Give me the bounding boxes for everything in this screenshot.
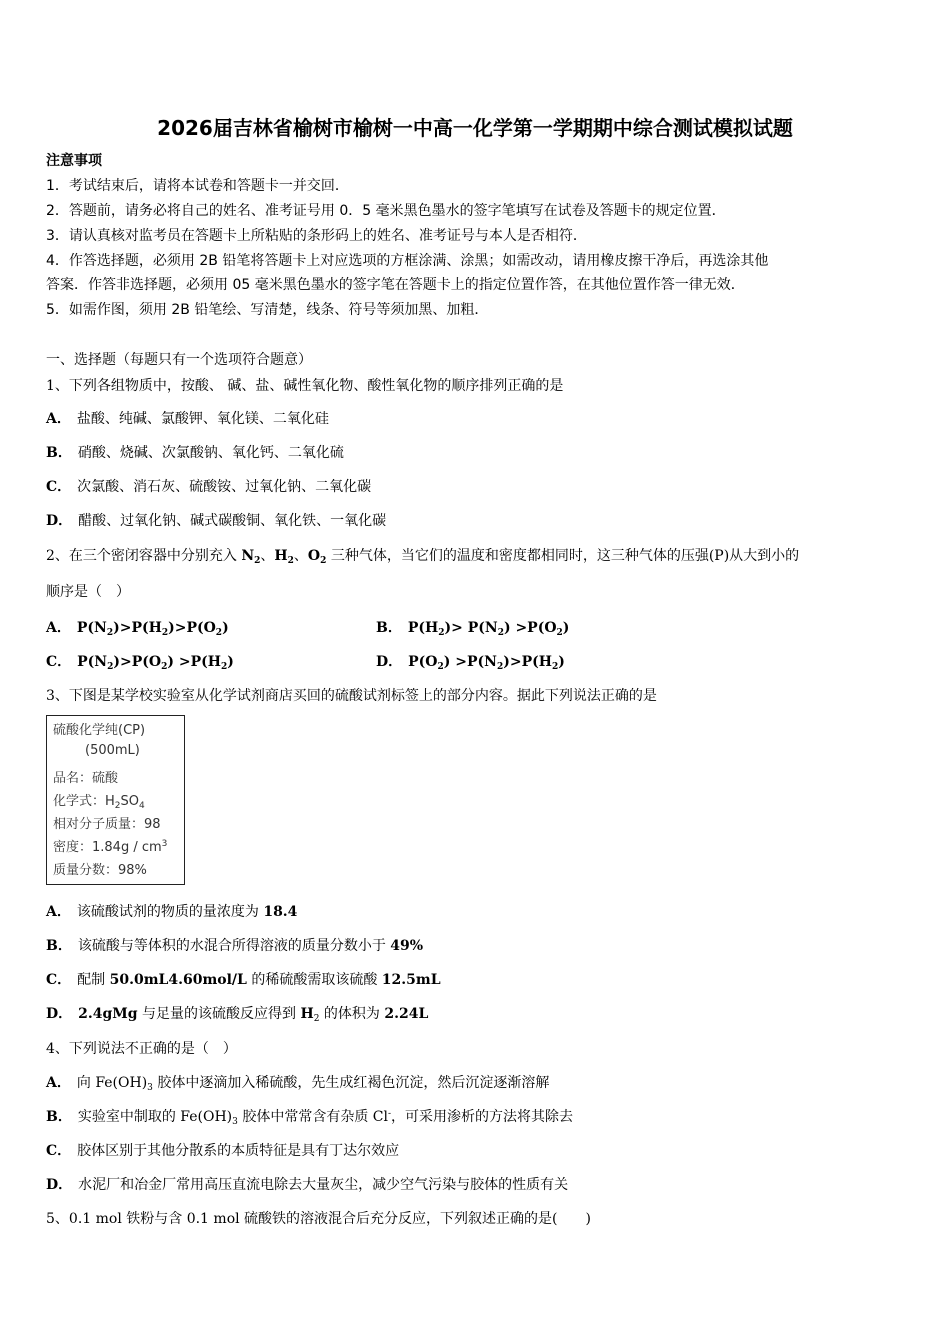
question-4-option-b: B． 实验室中制取的 $Fe(OH)_3$ 胶体中常常含有杂质 Cl-，可采用渗析的方法将其除去 [46,1109,574,1127]
gas-o2: $O_2$ [307,548,327,566]
option-text: 盐酸、纯碱、氯酸钾、氧化镁、二氧化硅 [76,411,329,427]
option-label: A． [46,411,71,427]
page-title: 2026届吉林省榆树市榆树一中高一化学第一学期期中综合测试模拟试题 [157,116,793,140]
question-4-stem: 4、下列说法不正确的是（ ） [46,1041,237,1057]
option-label: B． [46,445,72,461]
stem-part: 2、在三个密闭容器中分别充入 [46,548,242,564]
question-3-option-b: B． 该硫酸与等体积的水混合所得溶液的质量分数小于 49% [46,938,424,954]
question-3-option-a: A． 该硫酸试剂的物质的量浓度为 18.4 [46,904,298,920]
question-2-option-c: C． $P(N_2)>P(O_2) >P(H_2)$ [46,654,234,672]
notice-item: 答案．作答非选择题，必须用 05 毫米黑色墨水的签字笔在答题卡上的指定位置作答，在其他位置作答一律无效． [46,277,745,293]
question-2-option-d: D． $P(O_2) >P(N_2)>P(H_2)$ [376,654,565,672]
question-2-option-a: A． $P(N_2)>P(H_2)>P(O_2)$ [46,620,229,638]
question-1-option-a [46,410,329,428]
label-line: 品名：硫酸 [53,771,119,786]
option-text: 次氯酸、消石灰、硫酸铵、过氧化钠、二氧化碳 [77,479,372,495]
notice-heading: 注意事项 [46,153,102,169]
question-3-option-d: D． 2.4gMg 与足量的该硫酸反应得到 $H_2$ 的体积为 2.24L [46,1006,429,1024]
notice-item: 4．作答选择题，必须用 2B 铅笔将答题卡上对应选项的方框涂满、涂黑；如需改动，请用橡皮擦干净后，再选涂其他 [46,253,769,269]
notice-item: 5．如需作图，须用 2B 铅笔绘、写清楚，线条、符号等须加黑、加粗． [46,302,489,318]
reagent-label-image [46,715,185,885]
question-3-option-c: C． 配制 50.0mL4.60mol/L 的稀硫酸需取该硫酸 12.5mL [46,972,441,988]
label-density: 密度：$1.84g / cm^3$ [53,839,168,855]
section-heading: 一、选择题（每题只有一个选项符合题意） [46,352,312,368]
question-4-option-d: D． 水泥厂和冶金厂常用高压直流电除去大量灰尘，减少空气污染与胶体的性质有关 [46,1177,569,1193]
question-4-option-c: C． 胶体区别于其他分散系的本质特征是具有丁达尔效应 [46,1143,400,1159]
label-line: 硫酸化学纯(CP) [53,723,146,738]
label-line: 质量分数：98% [53,863,147,878]
option-label: C． [46,479,72,495]
label-formula: 化学式：$H_2SO_4$ [53,794,145,811]
notice-item: 2．答题前，请务必将自己的姓名、准考证号用 0．5 毫米黑色墨水的签字笔填写在试卷及答题卡的规定位置． [46,203,726,219]
question-2-stem-cont: 顺序是（ ） [46,584,130,600]
question-2-stem: 2、在三个密闭容器中分别充入 $N_2$、$H_2$、$O_2$ 三种气体，当它们的温度和密度都相同时，这三种气体的压强(P)从大到小的 [46,548,800,566]
option-text: 醋酸、过氧化钠、碱式碳酸铜、氧化铁、一氧化碳 [78,513,387,529]
gas-h2: $H_2$ [274,548,294,566]
question-5-stem: 5、0.1 mol 铁粉与含 0.1 mol 硫酸铁的溶液混合后充分反应，下列叙述正确的是( ) [46,1211,591,1227]
question-1-stem: 1、下列各组物质中，按酸、 碱、盐、碱性氧化物、酸性氧化物的顺序排列正确的是 [46,378,564,394]
label-line: (500mL) [85,743,140,758]
question-4-option-a: A． 向 $Fe(OH)_3$ 胶体中逐滴加入稀硫酸，先生成红褐色沉淀，然后沉淀逐渐溶解 [46,1075,550,1093]
label-line: 相对分子质量：98 [53,817,161,832]
question-1-option-d [46,512,386,530]
stem-part: 三种气体，当它们的温度和密度都相同时，这三种气体的压强(P)从大到小的 [326,548,800,564]
question-3-stem: 3、下图是某学校实验室从化学试剂商店买回的硫酸试剂标签上的部分内容。据此下列说法正确的是 [46,688,657,704]
option-text: 硝酸、烧碱、次氯酸钠、氧化钙、二氧化硫 [77,445,344,461]
question-2-option-b: B． $P(H_2)> P(N_2) >P(O_2)$ [376,620,570,638]
gas-n2: $N_2$ [241,548,261,566]
question-1-option-c [46,478,371,496]
question-1-option-b [46,444,344,462]
option-label: D． [46,513,73,529]
notice-item: 1．考试结束后，请将本试卷和答题卡一并交回． [46,178,349,194]
notice-item: 3．请认真核对监考员在答题卡上所粘贴的条形码上的姓名、准考证号与本人是否相符． [46,228,587,244]
